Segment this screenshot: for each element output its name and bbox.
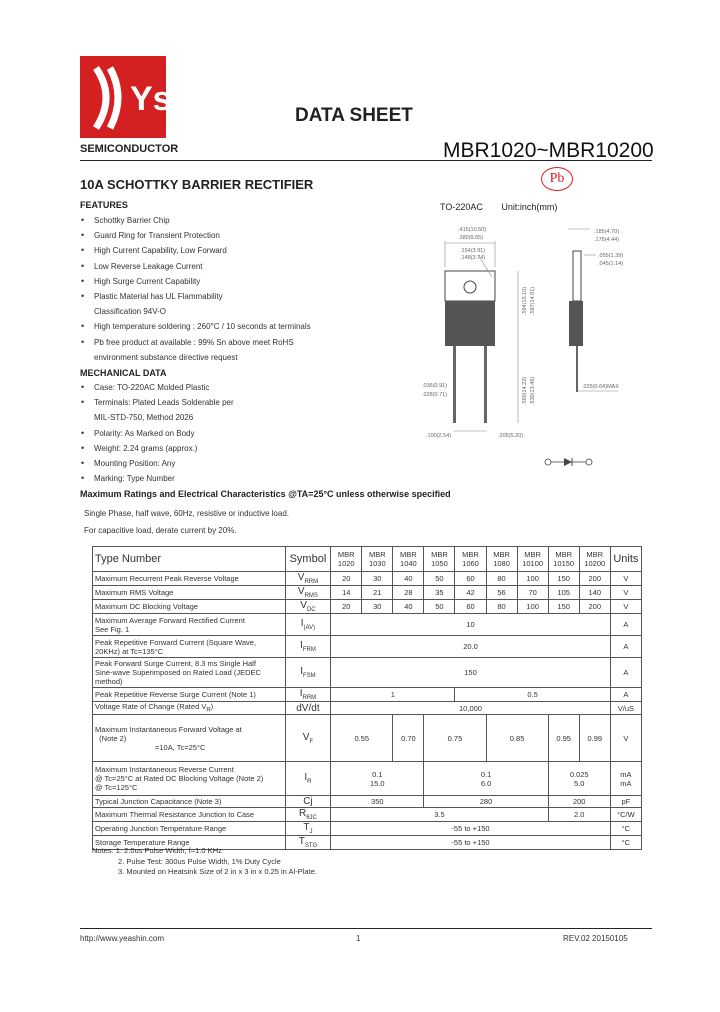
company-logo — [80, 56, 172, 138]
list-item: MIL-STD-750, Method 2026 — [94, 413, 194, 423]
dim-label: .100(2.54) — [426, 433, 452, 439]
cell-value: 30 — [362, 572, 393, 586]
cell-value: 30 — [362, 600, 393, 614]
dim-label: .154(3.91) — [460, 248, 486, 254]
mounting-hole — [464, 281, 476, 293]
dim-label: .530(13.46) — [530, 376, 536, 405]
row-unit: V — [610, 586, 641, 600]
dim-label: .025(0.64)MAX — [582, 384, 619, 390]
cell-value: 35 — [424, 586, 455, 600]
package-body — [445, 301, 495, 346]
dim-label: .045(1.14) — [598, 261, 624, 267]
note-line: 2. Pulse Test: 300us Pulse Width, 1% Duty Cycle — [118, 856, 281, 866]
cell-value: 20 — [331, 600, 362, 614]
header-model: MBR 10150 — [548, 547, 579, 572]
table-row — [93, 572, 642, 586]
list-item: • Plastic Material has UL Flammability — [80, 289, 311, 304]
cell-value: 70 — [517, 586, 548, 600]
cell-value: 80 — [486, 600, 517, 614]
pb-free-mark: Pb — [541, 167, 573, 191]
table-row: Maximum Thermal Resistance Junction to Case $R_{\theta JC}$ 3.5 2.0 °C/W — [93, 808, 642, 822]
ratings-note-capacitive: For capacitive load, derate current by 20%. — [84, 526, 237, 535]
dim-label: .560(14.22) — [522, 376, 528, 405]
package-name: TO-220AC — [440, 202, 483, 212]
dim-label: .380(9.65) — [458, 235, 484, 241]
table-row: Peak Forward Surge Current, 8.3 ms Single Half Sine-wave Superimposed on Rated Load (JEDEC method) $I_{FSM}$ 150 A — [93, 658, 642, 688]
dim-label: .205(5.20) — [498, 433, 524, 439]
revision: REV.02 20150105 — [563, 934, 628, 943]
cell-value: 80 — [486, 572, 517, 586]
list-item: • Mounting Position: Any — [80, 456, 234, 471]
features-list — [80, 213, 311, 365]
list-item: • High Surge Current Capability — [80, 274, 311, 289]
list-item: • Pb free product at available : 99% Sn above meet RoHS — [80, 335, 311, 350]
cell-value: 60 — [455, 572, 486, 586]
table-row: Maximum Instantaneous Reverse Current @ Tc=25°C at Rated DC Blocking Voltage (Note 2) @ Tc=125°C $I_R$ 0.1 15.0 0.1 6.0 0.025 5.0 mA mA — [93, 762, 642, 796]
page-number: 1 — [356, 934, 361, 943]
list-item: • Schottky Barrier Chip — [80, 213, 311, 228]
document-title: DATA SHEET — [295, 105, 413, 126]
table-row: Operating Junction Temperature Range $T_J$ -55 to +150 °C — [93, 822, 642, 836]
list-item: • Marking: Type Number — [80, 471, 234, 486]
table-row: Peak Repetitive Reverse Surge Current (Note 1) $I_{RRM}$ 1 0.5 A — [93, 688, 642, 702]
package-outline-diagram — [418, 215, 658, 475]
dim-label: .587(14.91) — [530, 286, 536, 315]
cell-value: 21 — [362, 586, 393, 600]
dim-label: .175(4.44) — [594, 237, 620, 243]
list-item: • High Current Capability, Low Forward — [80, 243, 311, 258]
list-item: • High temperature soldering : 260°C / 10 seconds at terminals — [80, 319, 311, 334]
cell-value: 28 — [393, 586, 424, 600]
side-view-lead — [576, 346, 578, 392]
features-heading: FEATURES — [80, 200, 128, 210]
cell-value: 140 — [579, 586, 610, 600]
side-view-tab — [573, 251, 581, 301]
table-row — [93, 586, 642, 600]
table-notes — [92, 846, 317, 878]
dim-label: .594(15.10) — [522, 286, 528, 315]
cell-value: 14 — [331, 586, 362, 600]
header-model: MBR 1030 — [362, 547, 393, 572]
row-label: Maximum DC Blocking Voltage — [93, 600, 286, 614]
list-item: • Weight: 2.24 grams (approx.) — [80, 441, 234, 456]
row-label: Maximum RMS Voltage — [93, 586, 286, 600]
list-item: environment substance directive request — [94, 352, 238, 362]
list-item: • Terminals: Plated Leads Solderable per — [80, 395, 234, 410]
package-label — [440, 202, 557, 212]
list-item: • Case: TO-220AC Molded Plastic — [80, 380, 234, 395]
cell-value: 40 — [393, 600, 424, 614]
cell-value: 50 — [424, 600, 455, 614]
dim-label: .148(3.74) — [460, 255, 486, 261]
cell-value: 40 — [393, 572, 424, 586]
lead-1 — [453, 346, 456, 423]
header-model: MBR 1050 — [424, 547, 455, 572]
cell-value: 20 — [331, 572, 362, 586]
cell-value: 100 — [517, 572, 548, 586]
cell-value: 150 — [548, 600, 579, 614]
cell-value: 50 — [424, 572, 455, 586]
dim-label: .185(4.70) — [594, 229, 620, 235]
header-model: MBR 1060 — [455, 547, 486, 572]
row-unit: V — [610, 572, 641, 586]
table-row: Peak Repetitive Forward Current (Square Wave, 20KHz) at Tc=135°C $I_{FRM}$ 20.0 A — [93, 636, 642, 658]
dim-label: .055(1.39) — [598, 253, 624, 259]
row-symbol: $V_{RMS}$ — [285, 586, 331, 600]
table-header-row — [93, 547, 642, 572]
product-subtitle: 10A SCHOTTKY BARRIER RECTIFIER — [80, 177, 314, 192]
table-row: Maximum Instantaneous Forward Voltage at (Note 2) =10A, Tc=25°C $V_F$ 0.55 0.70 0.75 0.85 0.95 0.99 V — [93, 715, 642, 762]
header-type-number: Type Number — [93, 547, 286, 572]
company-name: SEMICONDUCTOR — [80, 143, 179, 155]
cell-value: 200 — [579, 572, 610, 586]
footer-divider — [80, 928, 652, 929]
dim-label: .036(0.91) — [422, 383, 448, 389]
cell-value: 42 — [455, 586, 486, 600]
header-model: MBR 1080 — [486, 547, 517, 572]
list-item: • Guard Ring for Transient Protection — [80, 228, 311, 243]
header-model: MBR 10100 — [517, 547, 548, 572]
header-model: MBR 10200 — [579, 547, 610, 572]
logo-letters: Ys — [130, 80, 172, 118]
footer-url[interactable]: http://www.yeashin.com — [80, 934, 165, 943]
note-line: Notes: 1. 2.0us Pulse Width, f=1.0 KHz — [92, 846, 222, 855]
header-model: MBR 1040 — [393, 547, 424, 572]
row-symbol: $V_{RRM}$ — [285, 572, 331, 586]
row-label: Maximum Recurrent Peak Reverse Voltage — [93, 572, 286, 586]
row-unit: V — [610, 600, 641, 614]
header-model: MBR 1020 — [331, 547, 362, 572]
ratings-table — [92, 546, 642, 850]
cell-value: 100 — [517, 600, 548, 614]
logo-mark-icon — [80, 56, 172, 138]
mechanical-heading: MECHANICAL DATA — [80, 368, 167, 378]
diode-symbol-icon — [544, 455, 594, 469]
header-symbol: Symbol — [285, 547, 331, 572]
table-row: Typical Junction Capacitance (Note 3) Cj 350 280 200 pF — [93, 796, 642, 808]
dim-label: .028(0.71) — [422, 392, 448, 398]
list-item: • Polarity: As Marked on Body — [80, 426, 234, 441]
cell-value: 150 — [548, 572, 579, 586]
lead-2 — [484, 346, 487, 423]
dim-label: .415(10.50) — [458, 227, 487, 233]
model-range: MBR1020~MBR10200 — [443, 139, 654, 162]
list-item: Classification 94V-O — [94, 307, 167, 317]
row-symbol: $V_{DC}$ — [285, 600, 331, 614]
cell-value: 105 — [548, 586, 579, 600]
side-view-body — [569, 301, 583, 346]
table-row: Maximum Average Forward Rectified Current See Fig. 1 $I_{(AV)}$ 10 A — [93, 614, 642, 636]
header-units: Units — [610, 547, 641, 572]
note-line: 3. Mounted on Heatsink Size of 2 in x 3 in x 0.25 in Al-Plate. — [118, 867, 317, 876]
ratings-heading: Maximum Ratings and Electrical Characteristics @TA=25°C unless otherwise specified — [80, 489, 451, 499]
mechanical-list — [80, 380, 234, 486]
package-unit: Unit:inch(mm) — [501, 202, 558, 212]
cell-value: 56 — [486, 586, 517, 600]
cell-value: 60 — [455, 600, 486, 614]
table-row — [93, 600, 642, 614]
table-row: Storage Temperature Range $T_{STG}$ -55 to +150 °C — [93, 836, 642, 850]
list-item: • Low Reverse Leakage Current — [80, 259, 311, 274]
cell-value: 200 — [579, 600, 610, 614]
ratings-note-load: Single Phase, half wave, 60Hz, resistive or inductive load. — [84, 509, 289, 518]
table-row: Voltage Rate of Change (Rated $V_R$) dV/dt 10,000 V/uS — [93, 702, 642, 715]
